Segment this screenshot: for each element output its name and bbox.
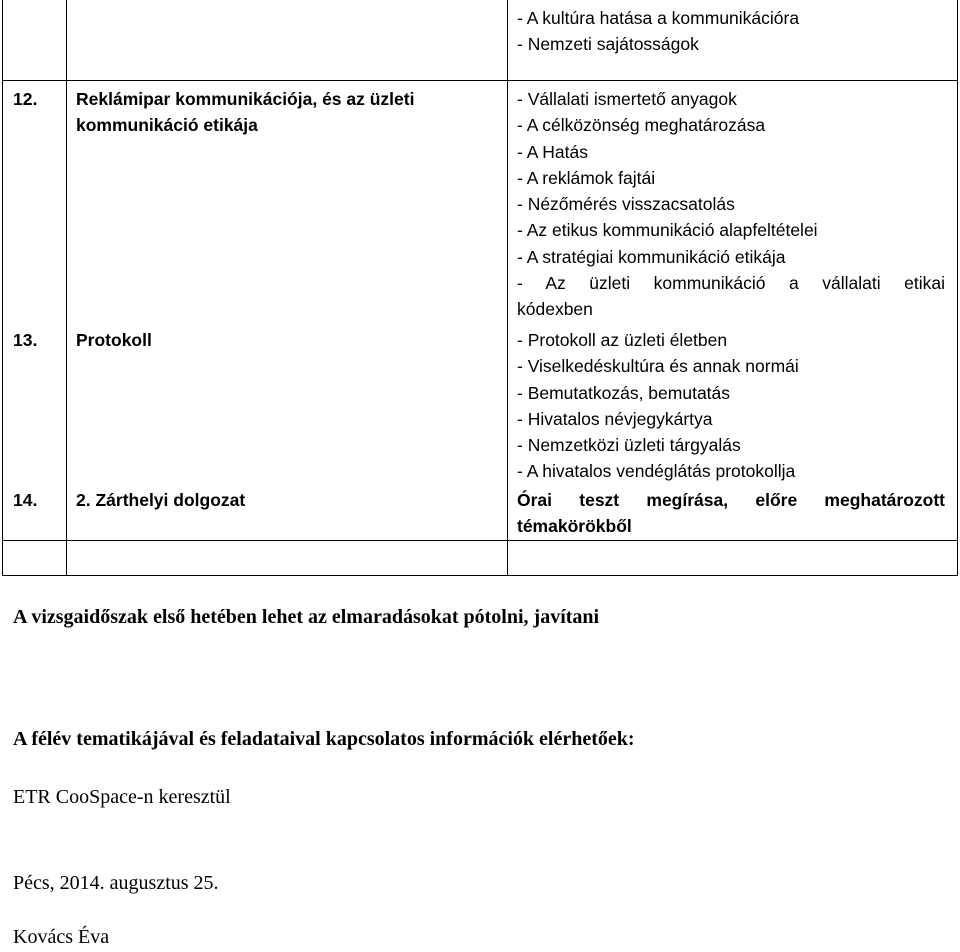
topic-item: - Viselkedéskultúra és annak normái <box>517 356 799 377</box>
row-14-number: 14. <box>13 490 38 510</box>
row-12-title <box>76 86 414 139</box>
signature-name: Kovács Éva <box>13 926 110 948</box>
row-14-topic <box>517 487 945 540</box>
table-divider-1 <box>66 0 67 576</box>
info-heading: A félév tematikájával és feladataival kapcsolatos információk elérhetőek: <box>13 728 635 750</box>
topic-item: - A Hatás <box>517 141 589 162</box>
topic-item: - A reklámok fajtái <box>517 167 656 188</box>
table-border-bottom <box>2 575 958 576</box>
row-14-topic-line1: Órai teszt megírása, előre meghatározott <box>517 490 945 510</box>
topic-item: - Nemzeti sajátosságok <box>517 34 699 55</box>
info-source: ETR CooSpace-n keresztül <box>13 786 231 808</box>
row-14-topic-line2: témakörökből <box>517 516 632 537</box>
row-divider-14 <box>2 540 958 541</box>
topic-item: - Az etikus kommunikáció alapfeltételei <box>517 220 818 241</box>
row-12-number: 12. <box>13 89 38 109</box>
place-date: Pécs, 2014. augusztus 25. <box>13 872 219 894</box>
topic-item: - A célközönség meghatározása <box>517 115 766 136</box>
table-border-right <box>957 0 958 576</box>
row-12-title-line2: kommunikáció etikája <box>76 115 258 136</box>
topic-item: - Az üzleti kommunikáció a vállalati etikai <box>517 273 945 294</box>
topic-item: - Hivatalos névjegykártya <box>517 408 713 429</box>
topic-item: - Nézőmérés visszacsatolás <box>517 194 735 215</box>
makeup-notice: A vizsgaidőszak első hetében lehet az elmaradásokat pótolni, javítani <box>13 606 600 628</box>
topic-item: - Vállalati ismertető anyagok <box>517 89 737 109</box>
topic-item: - Protokoll az üzleti életben <box>517 330 728 350</box>
row-11-topics <box>517 5 799 58</box>
row-divider-11 <box>2 80 958 81</box>
row-13-number: 13. <box>13 330 38 350</box>
topic-item: - Nemzetközi üzleti tárgyalás <box>517 435 741 456</box>
topic-item: kódexben <box>517 299 593 320</box>
topic-item: - A stratégiai kommunikáció etikája <box>517 246 786 267</box>
topic-item: - A hivatalos vendéglátás protokollja <box>517 461 796 482</box>
table-border-left <box>2 0 3 576</box>
topic-item: - Bemutatkozás, bemutatás <box>517 382 731 403</box>
row-12-title-line1: Reklámipar kommunikációja, és az üzleti <box>76 89 415 109</box>
table-divider-2 <box>507 0 508 576</box>
row-12-topics <box>517 86 945 323</box>
row-13-topics <box>517 327 799 485</box>
row-13-title: Protokoll <box>76 330 152 350</box>
row-14-title: 2. Zárthelyi dolgozat <box>76 490 246 510</box>
topic-item: - A kultúra hatása a kommunikációra <box>517 8 800 28</box>
